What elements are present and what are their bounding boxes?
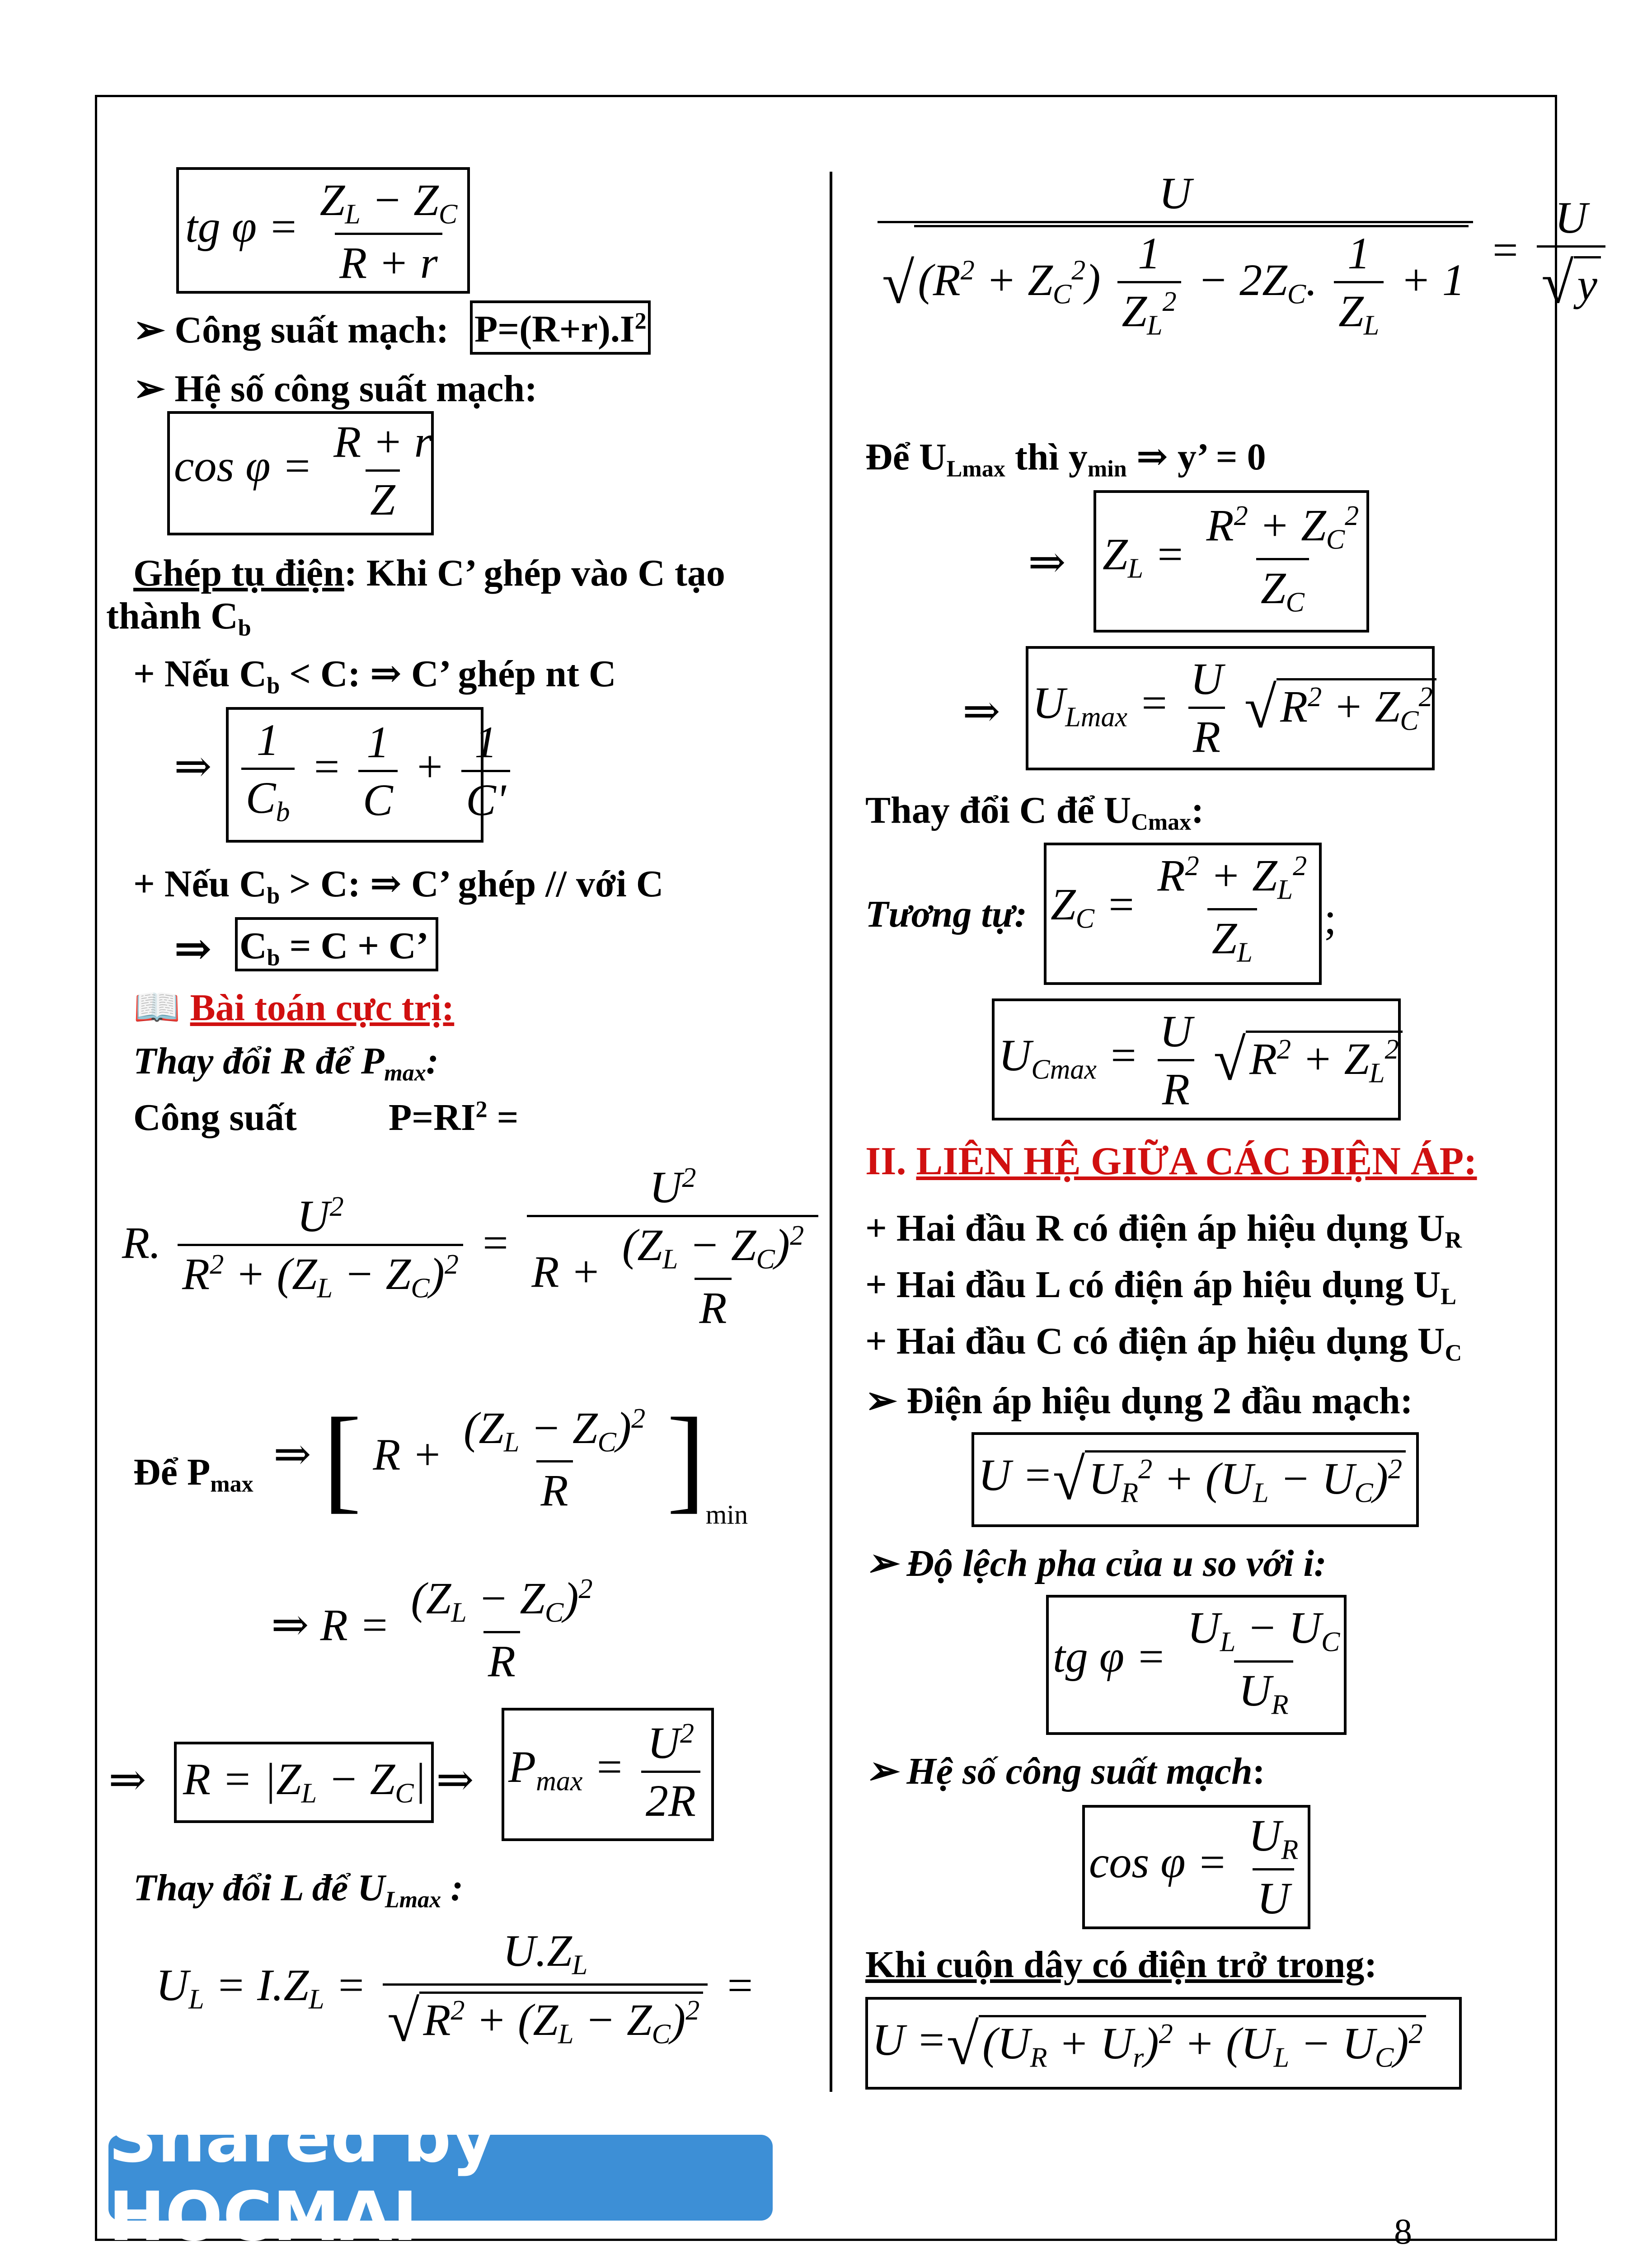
book-icon: 📖 (133, 987, 181, 1029)
case-series: + Nếu $C_b < C$: ⇒ C’ ghép nt C (133, 653, 616, 699)
formula-cos: cos φ = $\frac{R + r}{Z}$ (174, 417, 432, 525)
ulmax-condition: Để $U_{Lmax}$ thì $y_{min}$ ⇒ y’ = 0 (865, 436, 1266, 482)
pf-label: ➢ Hệ số công suất mạch: (133, 368, 538, 410)
case-parallel: + Nếu $C_b > C$: ⇒ C’ ghép // với C (133, 863, 664, 909)
page-number: 8 (1394, 2212, 1412, 2252)
zc-semicolon: ; (1324, 893, 1337, 943)
l-change-label: Thay đổi L để $U_{Lmax}$ : (133, 1867, 464, 1913)
coil-label: Khi cuộn dây có điện trở trong: (865, 1944, 1377, 1986)
formula-pmax-bracket: ⇒ [ R + $\frac{(Z_L - Z_C)^2}{R}$ ]$_{min}$ (273, 1394, 748, 1530)
column-divider (830, 172, 832, 2092)
formula-u: $U =√U_R^2 + (U_L - U_C)^2$ (978, 1446, 1406, 1514)
phase-label: ➢ Độ lệch pha của u so với i: (865, 1542, 1327, 1584)
formula-top: U $√(R^2 + Z_C^2)$ $\frac{1}{Z_L^2}$ − $2Z_C$. $\frac{1}{Z_L}$ + 1 = $\frac{U}{√y}$ (872, 167, 1611, 342)
capacitor-heading (133, 551, 725, 595)
formula-cos2: cos φ = $\frac{U_R}{U}$ (1089, 1810, 1299, 1923)
formula-series: ⇒ $\frac{1}{C_b}$ = $\frac{1}{C}$ + $\frac{1}{C'}$ (174, 714, 516, 829)
ulmax-arrow: ⇒ (962, 686, 1000, 736)
formula-tg2: tg φ = $\frac{U_L - U_C}{U_R}$ (1053, 1603, 1340, 1720)
power-formula: $P=(R+r).I^2$ (474, 308, 647, 350)
formula-r: ⇒ R = $\frac{(Z_L - Z_C)^2}{R}$ (271, 1573, 593, 1686)
r-abs-arrow: ⇒ (108, 1755, 146, 1805)
formula-zc: $Z_C$ = $\frac{R^2 + Z_L^2}{Z_L}$ (1051, 850, 1307, 968)
formula-ucmax: $U_{Cmax}$ = $\frac{U}{R}$ $√R^2 + Z_L^2$ (999, 1005, 1403, 1115)
formula-zl: $Z_L$ = $\frac{R^2 + Z_C^2}{Z_C}$ (1103, 500, 1359, 618)
capacitor-text2: thành $C_b$ (106, 595, 251, 641)
r-change-label: Thay đổi R để $P_{max}$: (133, 1040, 439, 1086)
power-word: Công suất (133, 1097, 297, 1139)
formula-tg: tg φ = $\frac{Z_L - Z_C}{R + r}$ (185, 175, 458, 288)
formula-ulmax: $U_{Lmax}$ = $\frac{U}{R}$ $√R^2 + Z_C^2$ (1032, 653, 1436, 763)
section2-title: II. LIÊN HỆ GIỮA CÁC ĐIỆN ÁP: (865, 1139, 1477, 1183)
total-voltage-label: ➢ Điện áp hiệu dụng 2 đầu mạch: (865, 1380, 1413, 1422)
capacitor-text: : Khi C’ ghép vào C tạo (344, 552, 725, 594)
parallel-arrow: ⇒ (174, 924, 212, 974)
formula-pmax: $P_{max}$ = $\frac{U^2}{2R}$ (508, 1717, 706, 1827)
r-abs-arrow2: ⇒ (436, 1755, 474, 1805)
ur-line: + Hai đầu R có điện áp hiệu dụng $U_R$ (865, 1207, 1462, 1253)
extrema-heading: 📖 Bài toán cực trị: (133, 987, 455, 1029)
formula-ul: $U_L = I.Z_L$ = $\frac{U.Z_L}{√R^2 + (Z_L - Z_C)^2}$ = (156, 1925, 755, 2055)
power-label: ➢ Công suất mạch: (133, 309, 449, 351)
uc-line: + Hai đầu C có điện áp hiệu dụng $U_C$ (865, 1320, 1462, 1366)
zl-arrow: ⇒ (1028, 537, 1066, 587)
pmax-condition: Để $P_{max}$ (133, 1451, 253, 1497)
pf2-label: ➢ Hệ số công suất mạch: (865, 1750, 1265, 1792)
capacitor-title: Ghép tụ điện (133, 552, 344, 594)
formula-u2: $U =√(U_R + U_r)^2 + (U_L - U_C)^2$ (872, 2011, 1426, 2078)
ul-line: + Hai đầu L có điện áp hiệu dụng $U_L$ (865, 1264, 1457, 1310)
formula-r-abs: $R = |Z_L - Z_C|$ (183, 1754, 427, 1809)
power-relation: $P=RI^2$ = (389, 1097, 519, 1139)
similar-label: Tương tự: (865, 893, 1028, 935)
c-change-label: Thay đổi C để $U_{Cmax}$: (865, 789, 1204, 835)
shared-by-badge: Shared by HOCMAI (108, 2135, 773, 2221)
formula-p1: R. $\frac{U^2}{R^2 + (Z_L - Z_C)^2}$ = $U^2$ R + $\frac{(Z_L - Z_C)^2}{R}$ (122, 1161, 824, 1334)
parallel-formula: $C_b = C + C$’ (239, 925, 429, 971)
